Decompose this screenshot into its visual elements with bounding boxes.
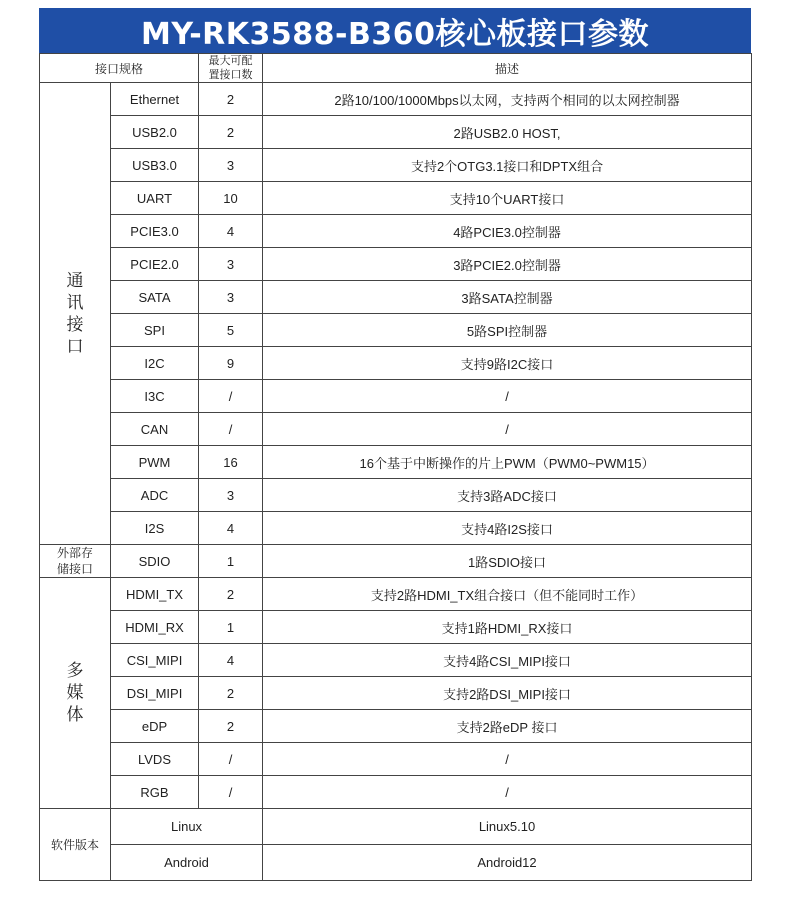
table-row — [40, 809, 752, 845]
spec-table — [39, 53, 752, 881]
interface-description: 1路SDIO接口 — [263, 545, 752, 578]
interface-description: 5路SPI控制器 — [263, 314, 752, 347]
interface-name: PWM — [111, 446, 199, 479]
table-row — [40, 479, 752, 512]
header-max-line1: 最大可配 — [208, 55, 253, 67]
category-label-line: 多 — [66, 661, 84, 680]
interface-description: / — [263, 413, 752, 446]
table-row — [40, 545, 752, 578]
interface-description: 支持4路I2S接口 — [263, 512, 752, 545]
interface-description: 支持2路HDMI_TX组合接口（但不能同时工作） — [263, 578, 752, 611]
header-interface: 接口规格 — [40, 54, 199, 83]
interface-count: / — [199, 743, 263, 776]
table-row — [40, 611, 752, 644]
category-label-line: 媒 — [66, 683, 84, 702]
table-row — [40, 116, 752, 149]
table-row — [40, 710, 752, 743]
interface-count: 2 — [199, 116, 263, 149]
interface-name: USB3.0 — [111, 149, 199, 182]
category-label-line: 体 — [66, 705, 84, 724]
category-label-line: 外部存 — [56, 546, 93, 560]
interface-description: 2路USB2.0 HOST, — [263, 116, 752, 149]
table-row — [40, 446, 752, 479]
interface-description: 支持4路CSI_MIPI接口 — [263, 644, 752, 677]
interface-count: 2 — [199, 578, 263, 611]
interface-name: CSI_MIPI — [111, 644, 199, 677]
interface-name: PCIE2.0 — [111, 248, 199, 281]
table-row — [40, 578, 752, 611]
interface-count: 4 — [199, 512, 263, 545]
interface-description: 支持10个UART接口 — [263, 182, 752, 215]
interface-description: / — [263, 380, 752, 413]
interface-count: 3 — [199, 281, 263, 314]
interface-name: Ethernet — [111, 83, 199, 116]
interface-name: ADC — [111, 479, 199, 512]
interface-description: 支持9路I2C接口 — [263, 347, 752, 380]
software-name: Android — [111, 845, 263, 881]
interface-count: 3 — [199, 149, 263, 182]
table-row — [40, 413, 752, 446]
interface-count: 5 — [199, 314, 263, 347]
header-description: 描述 — [263, 54, 752, 83]
software-version: Android12 — [263, 845, 752, 881]
table-row — [40, 215, 752, 248]
page-title: MY-RK3588-B360核心板接口参数 — [39, 8, 751, 53]
interface-name: PCIE3.0 — [111, 215, 199, 248]
software-version: Linux5.10 — [263, 809, 752, 845]
interface-count: / — [199, 776, 263, 809]
table-row — [40, 743, 752, 776]
table-row — [40, 149, 752, 182]
interface-description: / — [263, 743, 752, 776]
interface-description: 支持2路DSI_MIPI接口 — [263, 677, 752, 710]
interface-description: 支持2个OTG3.1接口和DPTX组合 — [263, 149, 752, 182]
interface-name: HDMI_TX — [111, 578, 199, 611]
table-row — [40, 281, 752, 314]
interface-count: 3 — [199, 248, 263, 281]
table-header-row — [40, 54, 752, 83]
interface-name: I3C — [111, 380, 199, 413]
table-row — [40, 182, 752, 215]
category-software — [40, 809, 111, 881]
interface-description: 4路PCIE3.0控制器 — [263, 215, 752, 248]
header-max-line2: 置接口数 — [208, 69, 253, 81]
table-row — [40, 644, 752, 677]
category-label-line: 储接口 — [56, 562, 93, 576]
interface-description: 支持2路eDP 接口 — [263, 710, 752, 743]
interface-count: 3 — [199, 479, 263, 512]
interface-name: USB2.0 — [111, 116, 199, 149]
interface-name: UART — [111, 182, 199, 215]
table-row — [40, 677, 752, 710]
table-row — [40, 776, 752, 809]
category-label-line: 讯 — [66, 292, 84, 312]
category-label-line: 接 — [66, 314, 84, 334]
header-max-count — [199, 54, 263, 83]
interface-description: 16个基于中断操作的片上PWM（PWM0~PWM15） — [263, 446, 752, 479]
interface-description: 3路SATA控制器 — [263, 281, 752, 314]
interface-name: SATA — [111, 281, 199, 314]
software-name: Linux — [111, 809, 263, 845]
interface-count: 9 — [199, 347, 263, 380]
category-label-line: 口 — [66, 336, 84, 356]
interface-name: LVDS — [111, 743, 199, 776]
interface-count: / — [199, 413, 263, 446]
category-media — [40, 578, 111, 809]
interface-name: I2S — [111, 512, 199, 545]
interface-name: DSI_MIPI — [111, 677, 199, 710]
category-comm — [40, 83, 111, 545]
interface-name: I2C — [111, 347, 199, 380]
category-label: 软件版本 — [50, 837, 99, 852]
table-row — [40, 314, 752, 347]
table-row — [40, 380, 752, 413]
interface-description: 3路PCIE2.0控制器 — [263, 248, 752, 281]
interface-count: 2 — [199, 677, 263, 710]
interface-count: 16 — [199, 446, 263, 479]
interface-name: SDIO — [111, 545, 199, 578]
interface-count: 1 — [199, 611, 263, 644]
table-row — [40, 248, 752, 281]
interface-name: SPI — [111, 314, 199, 347]
interface-name: eDP — [111, 710, 199, 743]
interface-count: 4 — [199, 215, 263, 248]
interface-name: RGB — [111, 776, 199, 809]
interface-name: HDMI_RX — [111, 611, 199, 644]
interface-count: 2 — [199, 83, 263, 116]
table-row — [40, 512, 752, 545]
interface-count: 4 — [199, 644, 263, 677]
interface-name: CAN — [111, 413, 199, 446]
interface-description: 支持1路HDMI_RX接口 — [263, 611, 752, 644]
interface-count: 10 — [199, 182, 263, 215]
interface-description: / — [263, 776, 752, 809]
interface-count: 1 — [199, 545, 263, 578]
table-row — [40, 83, 752, 116]
interface-count: / — [199, 380, 263, 413]
interface-count: 2 — [199, 710, 263, 743]
table-row — [40, 347, 752, 380]
interface-description: 支持3路ADC接口 — [263, 479, 752, 512]
category-storage — [40, 545, 111, 578]
interface-description: 2路10/100/1000Mbps以太网，支持两个相同的以太网控制器 — [263, 83, 752, 116]
table-row — [40, 845, 752, 881]
category-label-line: 通 — [66, 270, 84, 290]
